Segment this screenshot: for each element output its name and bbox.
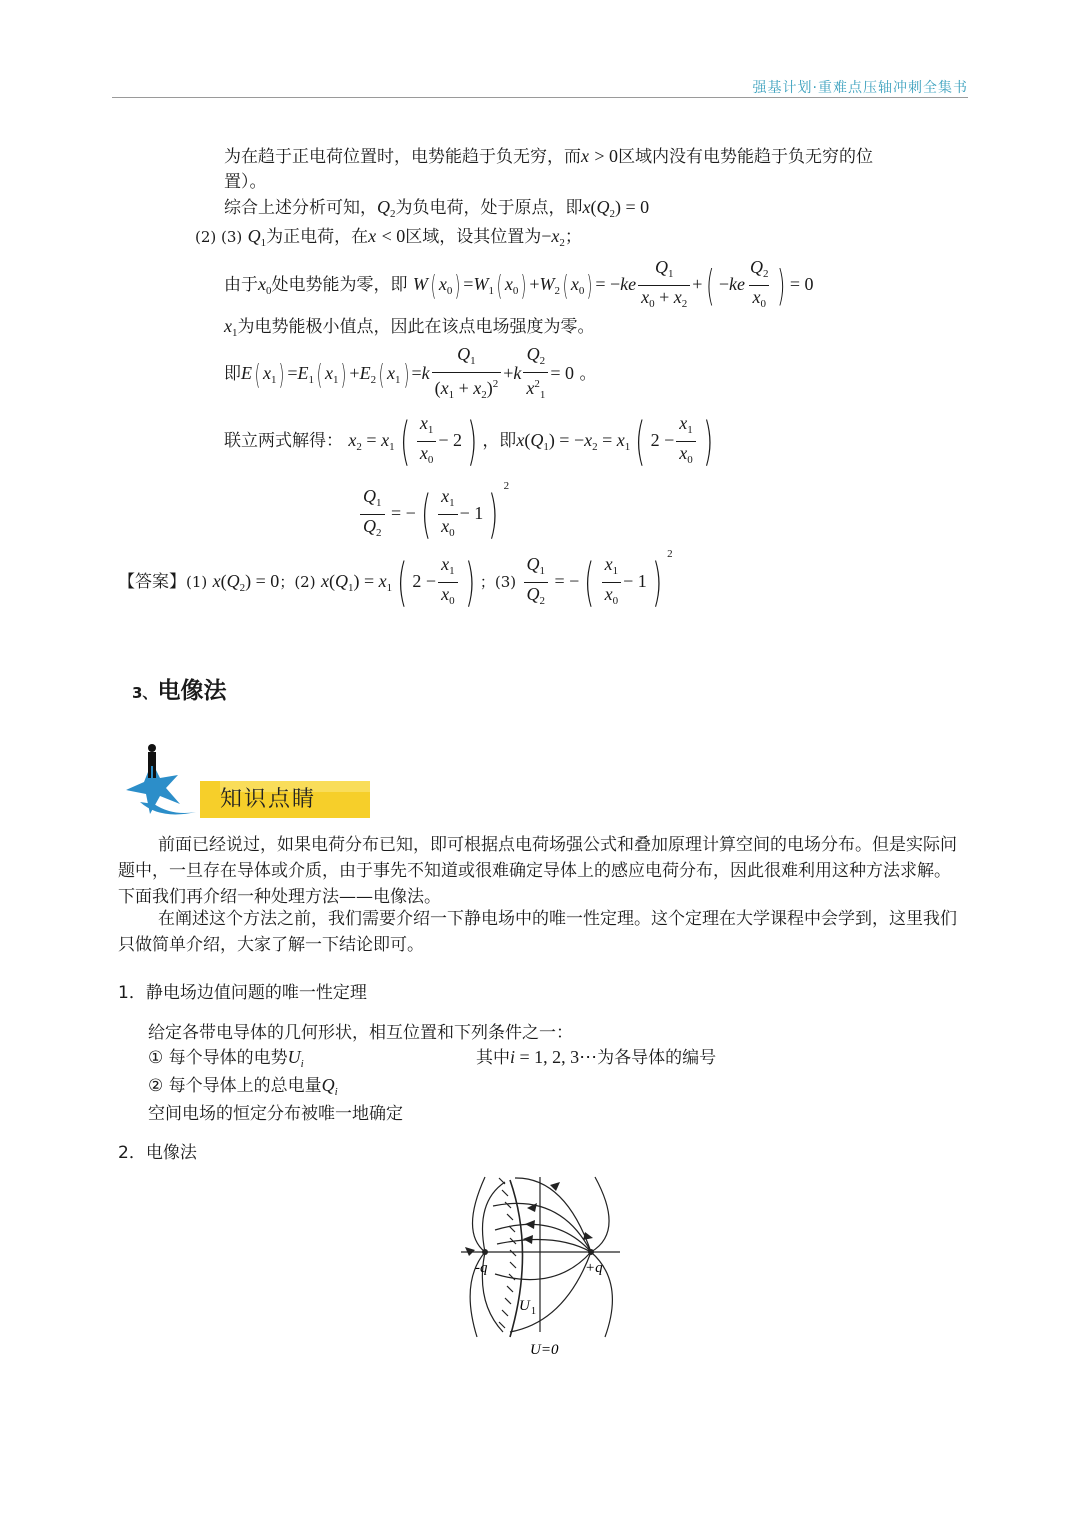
knowledge-badge <box>120 742 370 822</box>
theorem-heading: 1．静电场边值问题的唯一性定理 <box>118 983 367 1003</box>
field-equation: 即E( $x_1) =E_1$( $x_1) +E_2$( $x_1) =k$ $\frac{Q_1}{(x_1 + x_2)^2}$ +k $\frac{Q_2}{x^2_1}$ = 0 。 <box>224 343 596 406</box>
neg-charge-label: -q <box>475 1260 488 1276</box>
section-title: 电像法 <box>157 678 227 704</box>
text: 区域，设其位置为 <box>405 227 542 247</box>
text: 由于 <box>224 275 258 295</box>
text: 为在趋于正电荷位置时，电势能趋于负无穷，而 <box>224 147 581 167</box>
running-header: 强基计划·重难点压轴冲刺全集书 <box>752 80 968 96</box>
combined-solution: 联立两式解得： $x_2 = x_1$( $\frac{x_1}{x_0}$ − 2) ，即$x(Q_1) = -x_2 = x_1$( 2 − $\frac{x_1}{x_0}$ ) <box>224 411 713 472</box>
zero-potential-label: U=0 <box>530 1342 559 1358</box>
solution-line-3: 综合上述分析可知，$Q_2$为负电荷，处于原点，即$x(Q_2) = 0$ <box>224 197 650 220</box>
method-heading: 2．电像法 <box>118 1143 197 1163</box>
text: ；(3) <box>479 573 517 591</box>
theorem-intro: 给定各带电导体的几何形状，相互位置和下列条件之一： <box>148 1023 573 1043</box>
badge-label: 知识点睛 <box>220 787 317 812</box>
solution-line-1: 为在趋于正电荷位置时，电势能趋于负无穷，而x > 0区域内没有电势能趋于负无穷的位 <box>224 146 874 167</box>
energy-equation: 由于$x_0$处电势能为零，即 W( $x_0) =W_1$( $x_0) +W_2$( $x_0) = -ke$ $\frac{Q_1}{x_0 + x_2}$ +( −ke $\frac{Q_2}{x_0}$ ) = 0 <box>224 256 814 315</box>
text: 综合上述分析可知， <box>224 198 377 218</box>
text: ① 每个导体的电势 <box>148 1048 288 1068</box>
intro-paragraph-1: 前面已经说过，如果电荷分布已知，即可根据点电荷场强公式和叠加原理计算空间的电场分布。但是实际问题中，一旦存在导体或介质，由于事先不知道或很难确定导体上的感应电荷分布，因此很难利用这种方法求解。下面我们再介绍一种处理方法——电像法。 <box>118 835 957 907</box>
text: 为正电荷，在 <box>266 227 369 247</box>
theorem-conclusion: 空间电场的恒定分布被唯一地确定 <box>148 1104 403 1124</box>
text: (1) <box>186 573 208 591</box>
surface-sub-label: 1 <box>531 1306 536 1317</box>
condition-1: ① 每个导体的电势$U_i$ <box>148 1047 304 1070</box>
condition-2: ② 每个导体上的总电量$Q_i$ <box>148 1075 338 1098</box>
index-note: 其中i = 1, 2, 3⋯为各导体的编号 <box>476 1047 717 1068</box>
text: ② 每个导体上的总电量 <box>148 1076 322 1096</box>
text: 为电势能极小值点，因此在该点电场强度为零。 <box>237 317 595 337</box>
image-charge-figure <box>455 1172 625 1362</box>
intro-paragraph-2: 在阐述这个方法之前，我们需要介绍一下静电场中的唯一性定理。这个定理在大学课程中会学到，这里我们只做简单介绍，大家了解一下结论即可。 <box>118 909 957 955</box>
charge-ratio: $\frac{Q_1}{Q_2}$ = −( $\frac{x_1}{x_0}$ − 1) $^2$ <box>358 474 509 544</box>
text: 其中 <box>476 1048 510 1068</box>
part-label: (2) (3) <box>195 228 243 246</box>
text: 为各导体的编号 <box>597 1048 717 1068</box>
text: ；(2) <box>279 573 316 591</box>
solution-line-4: (2) (3) $Q_1$为正电荷，在x < 0区域，设其位置为$-x_2$； <box>195 226 582 249</box>
answer-line: 【答案】(1) $x(Q_2) = 0$；(2) $x(Q_1) = x_1$( 2 − $\frac{x_1}{x_0}$ ) ；(3) $\frac{Q_1}{Q_2}$ = −( $\frac{x_1}{x_0}$ − 1) $^2$ <box>118 548 673 613</box>
text: 联立两式解得： <box>224 431 343 451</box>
pos-charge-label: +q <box>585 1260 603 1276</box>
text: ，即 <box>482 431 517 451</box>
surface-label: U <box>519 1298 530 1314</box>
solution-line-2: 置）。 <box>224 172 267 192</box>
text: 为负电荷，处于原点，即 <box>395 198 583 218</box>
text: 区域内没有电势能趋于负无穷的位 <box>618 147 874 167</box>
section-number: 3、 <box>132 684 158 702</box>
field-lines-diagram <box>455 1172 625 1362</box>
positive-charge-dot <box>588 1249 594 1255</box>
section-heading <box>132 672 226 705</box>
text: 处电势能为零，即 <box>271 275 408 295</box>
text: 即 <box>224 364 241 384</box>
answer-label: 【答案】 <box>118 572 186 592</box>
solution-line-6: $x_1$为电势能极小值点，因此在该点电场强度为零。 <box>224 316 595 339</box>
header-rule <box>112 97 968 98</box>
negative-charge-dot <box>482 1249 488 1255</box>
